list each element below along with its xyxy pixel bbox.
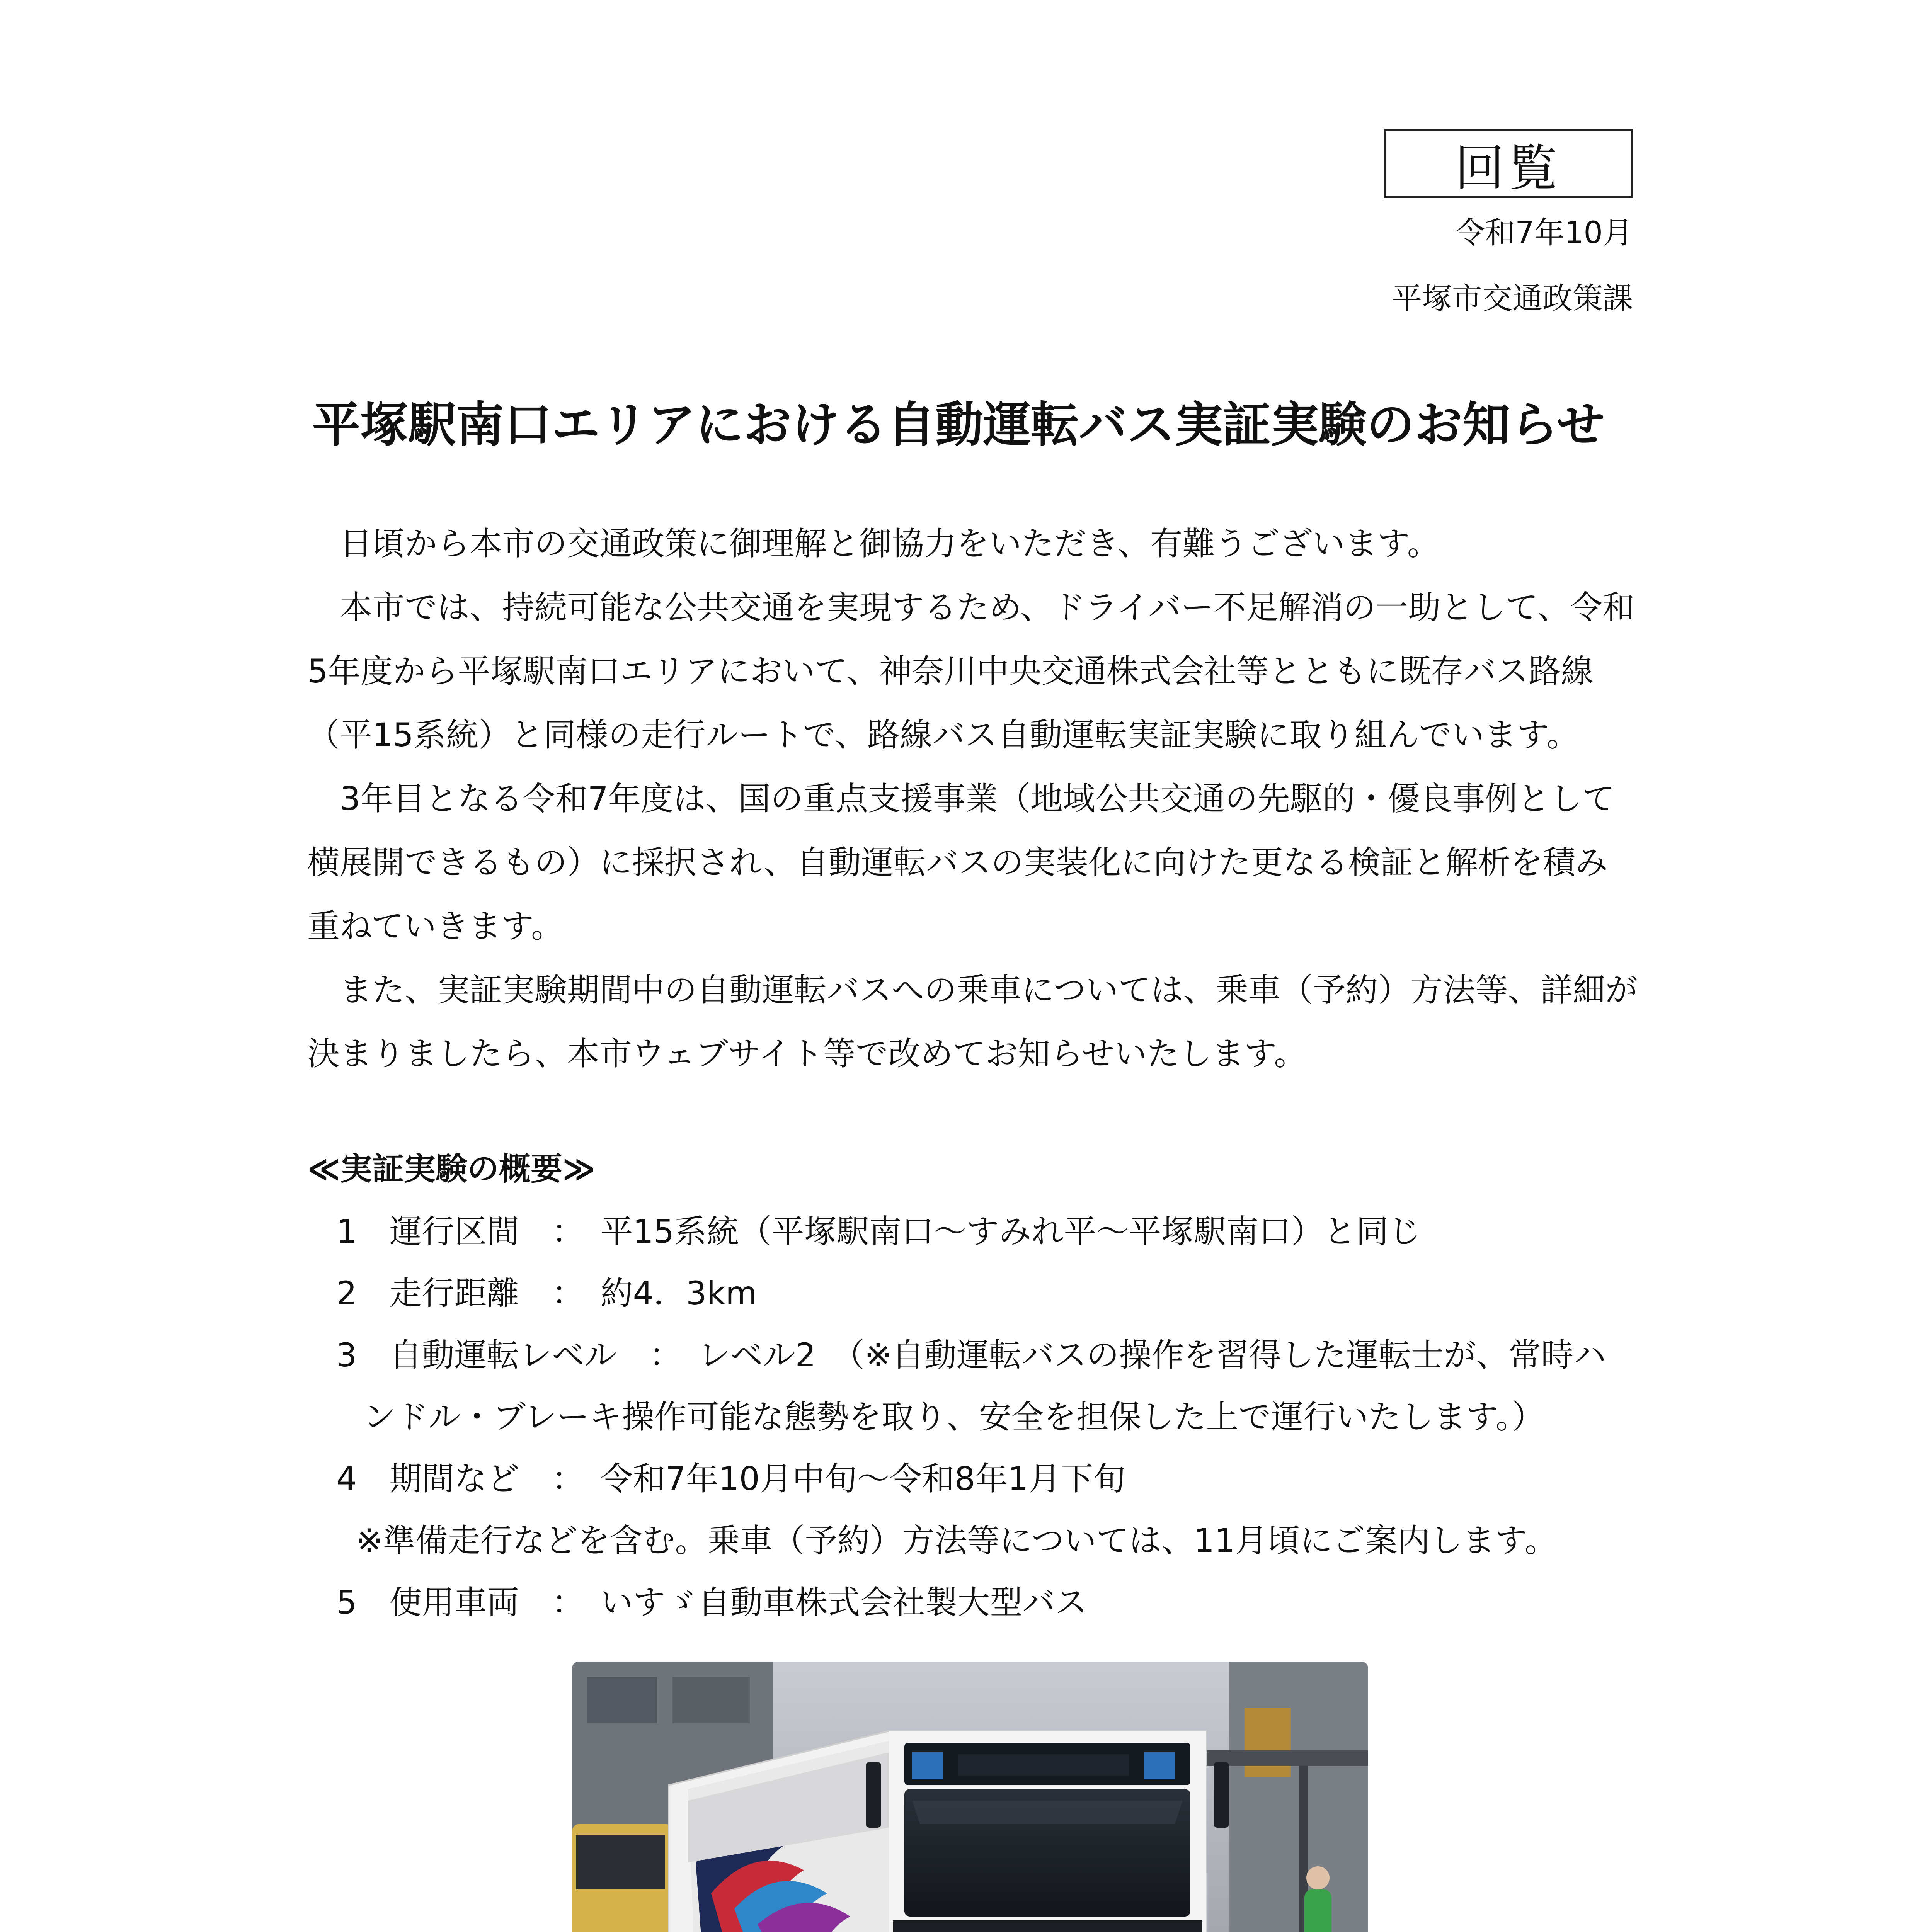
overview-item-route: 1 運行区間 ： 平15系統（平塚駅南口～すみれ平～平塚駅南口）と同じ bbox=[336, 1213, 1421, 1250]
overview-heading: ≪実証実験の概要≫ bbox=[307, 1151, 596, 1187]
issuing-department: 平塚市交通政策課 bbox=[1391, 281, 1633, 316]
body-line: （平15系統）と同様の走行ルートで、路線バス自動運転実証実験に取り組んでいます。 bbox=[307, 716, 1579, 754]
body-line: 本市では、持続可能な公共交通を実現するため、ドライバー不足解消の一助として、令和 bbox=[307, 588, 1635, 626]
circulation-stamp: 回覧 bbox=[1384, 129, 1633, 198]
overview-item-period: 4 期間など ： 令和7年10月中旬～令和8年1月下旬 bbox=[336, 1460, 1126, 1498]
bus-illustration bbox=[572, 1662, 1368, 1932]
document-title: 平塚駅南口エリアにおける自動運転バス実証実験のお知らせ bbox=[312, 397, 1605, 453]
body-line: 日頃から本市の交通政策に御理解と御協力をいただき、有難うございます。 bbox=[307, 525, 1440, 563]
overview-item-level: 3 自動運転レベル ： レベル2 （※自動運転バスの操作を習得した運転士が、常時ハ bbox=[336, 1336, 1606, 1374]
overview-item-level-continued: ンドル・ブレーキ操作可能な態勢を取り、安全を担保した上で運行いたします。） bbox=[363, 1398, 1544, 1436]
body-line: 5年度から平塚駅南口エリアにおいて、神奈川中央交通株式会社等とともに既存バス路線 bbox=[307, 652, 1594, 690]
body-line: 3年目となる令和7年度は、国の重点支援事業（地域公共交通の先駆的・優良事例として bbox=[307, 780, 1615, 818]
overview-item-period-note: ※準備走行などを含む。乗車（予約）方法等については、11月頃にご案内します。 bbox=[356, 1522, 1557, 1560]
issue-date: 令和7年10月 bbox=[1455, 216, 1633, 250]
overview-item-vehicle: 5 使用車両 ： いすゞ自動車株式会社製大型バス bbox=[336, 1583, 1088, 1621]
body-line: 重ねていきます。 bbox=[307, 907, 564, 945]
body-line: 決まりましたら、本市ウェブサイト等で改めてお知らせいたします。 bbox=[307, 1035, 1307, 1073]
body-line: 横展開できるもの）に採択され、自動運転バスの実装化に向けた更なる検証と解析を積み bbox=[307, 844, 1608, 881]
bus-photo bbox=[572, 1662, 1368, 1932]
body-line: また、実証実験期間中の自動運転バスへの乗車については、乗車（予約）方法等、詳細が bbox=[307, 971, 1638, 1009]
overview-item-distance: 2 走行距離 ： 約4．3km bbox=[336, 1274, 757, 1312]
